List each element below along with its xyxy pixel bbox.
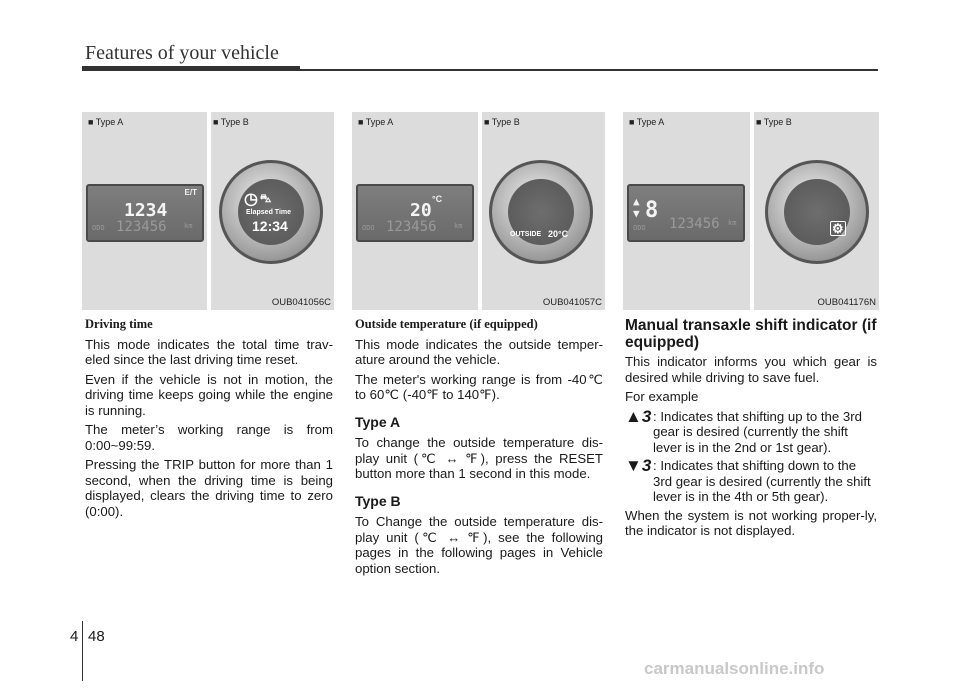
column-driving-time — [85, 317, 333, 523]
section-heading: Outside temperature (if equipped) — [355, 317, 538, 331]
paragraph: The meter's working range is from -40℃ to 60℃ (-40℉ to 140℉). — [355, 371, 603, 402]
lcd-odometer: 123456 — [116, 219, 167, 235]
odo-prefix: ODO — [92, 224, 105, 232]
paragraph: Even if the vehicle is not in motion, the driving time keeps going while the engine is running. — [85, 371, 333, 418]
elapsed-time-label: Elapsed Time — [246, 209, 292, 216]
outside-label: OUTSIDE — [510, 231, 542, 238]
clock-icon: ◷ — [244, 191, 258, 208]
page-header-title: Features of your vehicle — [85, 42, 279, 64]
paragraph: This mode indicates the outside temper-ature around the vehicle. — [355, 336, 603, 367]
odo-unit: km — [454, 222, 463, 230]
figure-code: OUB041176N — [817, 297, 876, 308]
figure-code: OUB041056C — [271, 297, 331, 308]
paragraph: For example — [625, 389, 699, 404]
gear-shift-icon: ⚙ — [832, 221, 844, 236]
figure-outside-temperature — [352, 112, 605, 310]
list-item — [625, 406, 877, 456]
shift-arrows-icon: ▲ ▼ — [633, 195, 640, 220]
elapsed-time-value: 12:34 — [252, 218, 288, 234]
paragraph: To change the outside temperature dis-play unit (℃ ↔ ℉), press the RESET button more than 1 second in this mode. — [355, 435, 603, 481]
temp-unit-label: °C — [432, 194, 443, 204]
lcd-temp-value: 20 — [410, 200, 432, 221]
header-rule-thin — [300, 69, 878, 71]
odo-unit: km — [728, 219, 737, 227]
paragraph: Pressing the TRIP button for more than 1 second, when the driving time is being displayed, clears the driving time to zero (0:00). — [85, 457, 333, 519]
footer-rule — [82, 621, 83, 681]
paragraph: This mode indicates the total time trav-eled since the last driving time reset. — [85, 336, 333, 367]
watermark: carmanualsonline.info — [644, 659, 825, 678]
lcd-display — [627, 184, 745, 242]
gauge-cluster — [489, 160, 593, 264]
outside-temp-value: 20°C — [548, 229, 569, 239]
column-outside-temperature — [355, 317, 603, 580]
lcd-time-value: 1234 — [124, 200, 168, 221]
section-heading: Driving time — [85, 317, 153, 331]
shift-up-icon: ▲3 — [625, 406, 652, 426]
paragraph: To Change the outside temperature dis-play unit (℃ ↔ ℉), see the following pages in the following pages in Vehicle option section. — [355, 514, 603, 576]
paragraph: The meter’s working range is from 0:00~99:59. — [85, 422, 333, 453]
lcd-odometer: 123456 — [386, 219, 437, 235]
header-rule — [82, 66, 300, 71]
figure-driving-time — [82, 112, 334, 310]
et-label: E/T — [184, 188, 197, 197]
item-text: : Indicates that shifting up to the 3rd gear is desired (currently the shift lever is in the 2nd or 1st gear). — [653, 408, 862, 455]
type-b-tag: ■ Type B — [213, 117, 249, 127]
lcd-gear-value: 8 — [645, 198, 659, 223]
type-b-tag: ■ Type B — [484, 117, 520, 127]
type-a-tag: ■ Type A — [629, 117, 665, 127]
gauge-cluster — [219, 160, 323, 264]
type-a-tag: ■ Type A — [88, 117, 124, 127]
type-b-heading: Type B — [355, 492, 401, 509]
odo-unit: km — [184, 222, 193, 230]
type-a-tag: ■ Type A — [358, 117, 394, 127]
lcd-odometer: 123456 — [669, 216, 720, 232]
type-a-heading: Type A — [355, 413, 401, 430]
item-text: : Indicates that shifting down to the 3rd gear is desired (currently the shift lever is in the 4th or 5th gear). — [653, 458, 871, 504]
lcd-display — [356, 184, 474, 242]
figure-code: OUB041057C — [542, 297, 602, 308]
section-heading: Manual transaxle shift indicator (if equipped) — [625, 317, 877, 351]
type-b-tag: ■ Type B — [756, 117, 792, 127]
odo-prefix: ODO — [362, 224, 375, 232]
paragraph: When the system is not working proper-ly, the indicator is not displayed. — [625, 507, 877, 538]
paragraph: This indicator informs you which gear is desired while driving to save fuel. — [625, 354, 877, 385]
gauge-cluster — [765, 160, 869, 264]
odo-prefix: ODO — [633, 224, 646, 232]
shift-down-icon: ▼3 — [625, 456, 652, 475]
figure-shift-indicator — [623, 112, 879, 310]
list-item — [625, 458, 877, 505]
column-shift-indicator — [625, 317, 877, 543]
page-number: 48 — [88, 628, 105, 645]
section-number: 4 — [70, 628, 79, 645]
lcd-display — [86, 184, 204, 242]
car-icon: ⛍ — [260, 193, 272, 205]
